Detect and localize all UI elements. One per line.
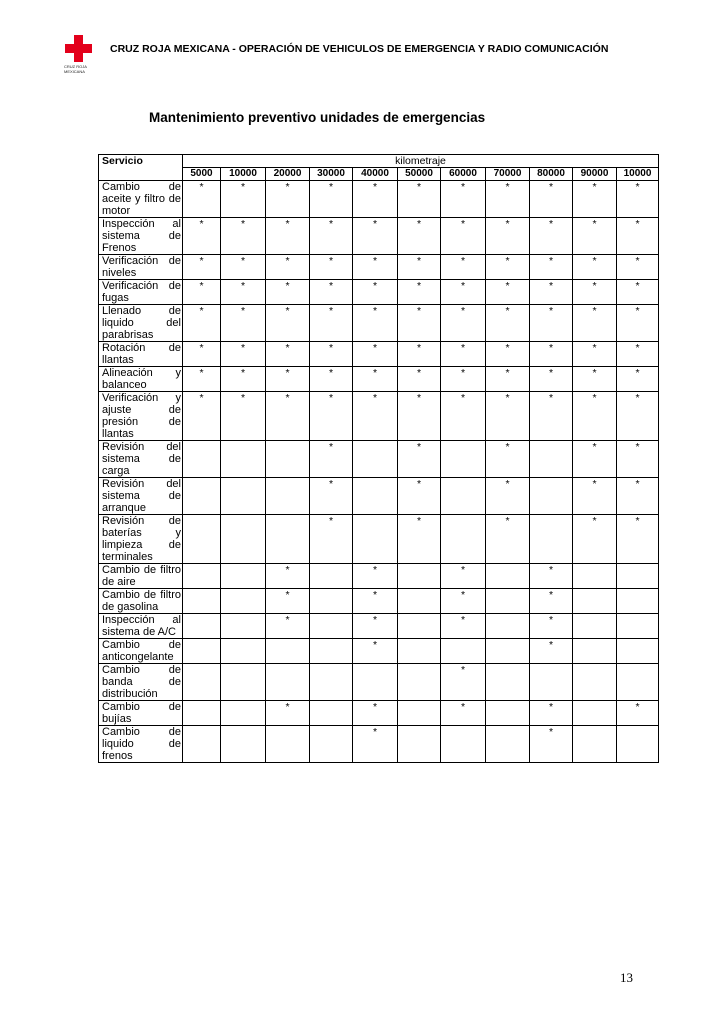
schedule-mark: * <box>441 255 486 280</box>
schedule-mark <box>573 614 617 639</box>
schedule-mark: * <box>221 181 266 218</box>
schedule-mark <box>441 726 486 763</box>
schedule-mark: * <box>183 255 221 280</box>
schedule-mark: * <box>353 181 398 218</box>
schedule-mark <box>310 564 353 589</box>
schedule-mark: * <box>310 478 353 515</box>
schedule-mark: * <box>441 589 486 614</box>
schedule-mark: * <box>310 305 353 342</box>
schedule-mark: * <box>530 305 573 342</box>
schedule-mark <box>530 664 573 701</box>
table-row <box>99 726 659 763</box>
schedule-mark: * <box>617 515 659 564</box>
table-row <box>99 367 659 392</box>
schedule-mark: * <box>530 367 573 392</box>
km-column-label: 70000 <box>486 168 530 181</box>
service-name: Inspección al sistema de Frenos <box>99 218 183 255</box>
table-row <box>99 342 659 367</box>
schedule-mark: * <box>573 515 617 564</box>
table-row <box>99 515 659 564</box>
schedule-mark <box>266 639 310 664</box>
service-name: Revisión de baterías y limpieza de terminales <box>99 515 183 564</box>
schedule-mark <box>486 564 530 589</box>
schedule-mark <box>441 639 486 664</box>
page-number: 13 <box>620 970 633 985</box>
schedule-mark: * <box>486 305 530 342</box>
schedule-mark: * <box>221 367 266 392</box>
schedule-mark <box>573 726 617 763</box>
service-column-header: Servicio <box>99 155 183 181</box>
schedule-mark <box>573 564 617 589</box>
service-name: Cambio de bujías <box>99 701 183 726</box>
schedule-mark: * <box>573 392 617 441</box>
service-name: Revisión del sistema de arranque <box>99 478 183 515</box>
schedule-mark: * <box>310 255 353 280</box>
schedule-mark <box>183 726 221 763</box>
km-column-label: 80000 <box>530 168 573 181</box>
schedule-mark: * <box>353 614 398 639</box>
schedule-mark: * <box>183 305 221 342</box>
table-row <box>99 478 659 515</box>
schedule-mark <box>441 478 486 515</box>
schedule-mark: * <box>398 255 441 280</box>
schedule-mark: * <box>617 478 659 515</box>
schedule-mark: * <box>398 441 441 478</box>
km-column-label: 20000 <box>266 168 310 181</box>
schedule-mark <box>617 664 659 701</box>
schedule-mark: * <box>266 564 310 589</box>
schedule-mark: * <box>486 342 530 367</box>
service-name: Alineación y balanceo <box>99 367 183 392</box>
schedule-mark: * <box>183 280 221 305</box>
schedule-mark: * <box>266 342 310 367</box>
schedule-mark: * <box>530 564 573 589</box>
schedule-mark: * <box>266 701 310 726</box>
schedule-mark: * <box>530 218 573 255</box>
maintenance-table <box>98 154 659 763</box>
schedule-mark: * <box>353 255 398 280</box>
schedule-mark: * <box>353 639 398 664</box>
schedule-mark <box>486 664 530 701</box>
schedule-mark: * <box>266 589 310 614</box>
schedule-mark <box>398 726 441 763</box>
table-row <box>99 181 659 218</box>
service-name: Verificación de niveles <box>99 255 183 280</box>
schedule-mark: * <box>353 305 398 342</box>
cruz-roja-logo <box>64 35 96 75</box>
schedule-mark <box>183 664 221 701</box>
schedule-mark <box>266 726 310 763</box>
km-column-header: kilometraje <box>183 155 659 168</box>
service-name: Cambio de anticongelante <box>99 639 183 664</box>
schedule-mark <box>266 664 310 701</box>
schedule-mark: * <box>530 726 573 763</box>
schedule-mark: * <box>310 441 353 478</box>
schedule-mark: * <box>398 305 441 342</box>
schedule-mark <box>183 478 221 515</box>
schedule-mark <box>310 614 353 639</box>
schedule-mark: * <box>266 181 310 218</box>
logo-text: CRUZ ROJA MEXICANA <box>64 64 87 74</box>
schedule-mark: * <box>183 181 221 218</box>
service-name: Revisión del sistema de carga <box>99 441 183 478</box>
schedule-mark: * <box>486 280 530 305</box>
table-row <box>99 441 659 478</box>
schedule-mark <box>183 701 221 726</box>
schedule-mark: * <box>617 701 659 726</box>
schedule-mark: * <box>617 218 659 255</box>
km-values-row <box>99 168 659 181</box>
schedule-mark <box>398 589 441 614</box>
schedule-mark: * <box>266 255 310 280</box>
schedule-mark: * <box>310 392 353 441</box>
schedule-mark <box>353 664 398 701</box>
schedule-mark <box>183 441 221 478</box>
service-name: Verificación y ajuste de presión de llantas <box>99 392 183 441</box>
table-row <box>99 392 659 441</box>
schedule-mark: * <box>221 255 266 280</box>
schedule-mark: * <box>441 614 486 639</box>
schedule-mark <box>486 639 530 664</box>
service-name: Cambio de aceite y filtro de motor <box>99 181 183 218</box>
schedule-mark: * <box>441 218 486 255</box>
km-column-label: 5000 <box>183 168 221 181</box>
schedule-mark <box>221 478 266 515</box>
schedule-mark: * <box>183 218 221 255</box>
service-name: Llenado de liquido del parabrisas <box>99 305 183 342</box>
schedule-mark: * <box>530 181 573 218</box>
table-row <box>99 280 659 305</box>
schedule-mark: * <box>441 342 486 367</box>
schedule-mark <box>617 726 659 763</box>
schedule-mark: * <box>573 342 617 367</box>
schedule-mark <box>617 614 659 639</box>
km-column-label: 90000 <box>573 168 617 181</box>
schedule-mark: * <box>353 392 398 441</box>
schedule-mark: * <box>441 564 486 589</box>
km-column-label: 40000 <box>353 168 398 181</box>
schedule-mark <box>221 515 266 564</box>
schedule-mark: * <box>310 218 353 255</box>
schedule-mark: * <box>398 515 441 564</box>
schedule-mark <box>183 589 221 614</box>
schedule-mark: * <box>573 441 617 478</box>
schedule-mark <box>353 515 398 564</box>
schedule-mark: * <box>441 305 486 342</box>
km-column-label: 10000 <box>617 168 659 181</box>
service-name: Cambio de banda de distribución <box>99 664 183 701</box>
header-title: CRUZ ROJA MEXICANA - OPERACIÓN DE VEHICULOS DE EMERGENCIA Y RADIO COMUNICACIÓN <box>110 43 609 55</box>
schedule-mark: * <box>573 218 617 255</box>
schedule-mark <box>398 664 441 701</box>
schedule-mark <box>221 564 266 589</box>
schedule-mark <box>530 441 573 478</box>
schedule-mark <box>441 441 486 478</box>
km-column-label: 30000 <box>310 168 353 181</box>
schedule-mark: * <box>221 280 266 305</box>
table-row <box>99 564 659 589</box>
table-row <box>99 701 659 726</box>
schedule-mark <box>266 478 310 515</box>
table-row <box>99 664 659 701</box>
schedule-mark: * <box>486 181 530 218</box>
schedule-mark <box>398 564 441 589</box>
schedule-mark: * <box>353 218 398 255</box>
schedule-mark: * <box>266 614 310 639</box>
schedule-mark: * <box>486 441 530 478</box>
schedule-mark: * <box>441 701 486 726</box>
schedule-mark <box>221 664 266 701</box>
schedule-mark: * <box>617 441 659 478</box>
table-row <box>99 589 659 614</box>
schedule-mark: * <box>486 218 530 255</box>
schedule-mark <box>617 589 659 614</box>
schedule-mark: * <box>530 342 573 367</box>
schedule-mark: * <box>266 305 310 342</box>
schedule-mark: * <box>530 589 573 614</box>
schedule-mark <box>441 515 486 564</box>
schedule-mark <box>266 441 310 478</box>
schedule-mark <box>573 701 617 726</box>
schedule-mark <box>310 589 353 614</box>
schedule-mark: * <box>310 367 353 392</box>
schedule-mark: * <box>310 181 353 218</box>
schedule-mark <box>221 589 266 614</box>
service-name: Cambio de filtro de aire <box>99 564 183 589</box>
schedule-mark: * <box>266 280 310 305</box>
schedule-mark: * <box>221 342 266 367</box>
schedule-mark <box>310 726 353 763</box>
schedule-mark: * <box>398 342 441 367</box>
schedule-mark: * <box>617 255 659 280</box>
schedule-mark: * <box>353 367 398 392</box>
schedule-mark: * <box>617 305 659 342</box>
schedule-mark <box>310 639 353 664</box>
schedule-mark: * <box>310 515 353 564</box>
schedule-mark: * <box>221 218 266 255</box>
schedule-mark <box>221 614 266 639</box>
schedule-mark: * <box>530 614 573 639</box>
schedule-mark: * <box>617 181 659 218</box>
schedule-mark: * <box>398 392 441 441</box>
schedule-mark <box>353 441 398 478</box>
schedule-mark: * <box>441 280 486 305</box>
schedule-mark: * <box>530 255 573 280</box>
service-name: Verificación de fugas <box>99 280 183 305</box>
schedule-mark: * <box>530 392 573 441</box>
table-row <box>99 639 659 664</box>
schedule-mark: * <box>221 305 266 342</box>
schedule-mark <box>221 701 266 726</box>
km-column-label: 50000 <box>398 168 441 181</box>
schedule-mark <box>183 515 221 564</box>
schedule-mark <box>183 639 221 664</box>
schedule-mark <box>266 515 310 564</box>
document-title: Mantenimiento preventivo unidades de emergencias <box>149 110 486 125</box>
schedule-mark <box>530 478 573 515</box>
schedule-mark <box>486 701 530 726</box>
schedule-mark: * <box>441 664 486 701</box>
schedule-mark: * <box>573 181 617 218</box>
table-row <box>99 255 659 280</box>
schedule-mark <box>221 639 266 664</box>
schedule-mark: * <box>573 255 617 280</box>
schedule-mark: * <box>353 701 398 726</box>
schedule-mark: * <box>617 392 659 441</box>
schedule-mark: * <box>310 280 353 305</box>
schedule-mark <box>221 441 266 478</box>
schedule-mark: * <box>573 478 617 515</box>
schedule-mark <box>486 589 530 614</box>
schedule-mark <box>221 726 266 763</box>
schedule-mark: * <box>486 392 530 441</box>
schedule-mark: * <box>573 367 617 392</box>
schedule-mark <box>353 478 398 515</box>
schedule-mark: * <box>398 280 441 305</box>
schedule-mark: * <box>353 589 398 614</box>
service-name: Inspección al sistema de A/C <box>99 614 183 639</box>
schedule-mark: * <box>221 392 266 441</box>
schedule-mark <box>573 589 617 614</box>
schedule-mark: * <box>573 305 617 342</box>
table-row <box>99 614 659 639</box>
schedule-mark: * <box>398 218 441 255</box>
schedule-mark: * <box>353 280 398 305</box>
schedule-mark <box>530 515 573 564</box>
schedule-mark: * <box>353 726 398 763</box>
schedule-mark: * <box>441 367 486 392</box>
schedule-mark <box>183 614 221 639</box>
table-row <box>99 305 659 342</box>
schedule-mark <box>617 564 659 589</box>
schedule-mark: * <box>398 367 441 392</box>
schedule-mark: * <box>398 181 441 218</box>
schedule-mark: * <box>266 367 310 392</box>
schedule-mark: * <box>266 218 310 255</box>
schedule-mark: * <box>486 367 530 392</box>
schedule-mark <box>310 701 353 726</box>
schedule-mark: * <box>530 280 573 305</box>
schedule-mark: * <box>617 367 659 392</box>
table-header-row <box>99 155 659 168</box>
schedule-mark: * <box>573 280 617 305</box>
schedule-mark: * <box>441 392 486 441</box>
service-name: Cambio de liquido de frenos <box>99 726 183 763</box>
schedule-mark <box>486 614 530 639</box>
schedule-mark: * <box>617 280 659 305</box>
schedule-mark <box>573 664 617 701</box>
schedule-mark: * <box>530 701 573 726</box>
km-column-label: 60000 <box>441 168 486 181</box>
schedule-mark <box>573 639 617 664</box>
schedule-mark <box>183 564 221 589</box>
schedule-mark: * <box>486 255 530 280</box>
schedule-mark: * <box>183 342 221 367</box>
schedule-mark: * <box>183 367 221 392</box>
schedule-mark: * <box>353 342 398 367</box>
schedule-mark <box>398 701 441 726</box>
schedule-mark: * <box>441 181 486 218</box>
km-column-label: 10000 <box>221 168 266 181</box>
schedule-mark: * <box>486 478 530 515</box>
schedule-mark: * <box>530 639 573 664</box>
table-row <box>99 218 659 255</box>
schedule-mark: * <box>310 342 353 367</box>
schedule-mark <box>398 639 441 664</box>
schedule-mark: * <box>183 392 221 441</box>
schedule-mark: * <box>617 342 659 367</box>
schedule-mark: * <box>486 515 530 564</box>
red-cross-icon-bar <box>65 44 92 53</box>
schedule-mark: * <box>353 564 398 589</box>
schedule-mark <box>617 639 659 664</box>
schedule-mark <box>486 726 530 763</box>
schedule-mark <box>310 664 353 701</box>
service-name: Cambio de filtro de gasolina <box>99 589 183 614</box>
schedule-mark: * <box>398 478 441 515</box>
schedule-mark: * <box>266 392 310 441</box>
service-name: Rotación de llantas <box>99 342 183 367</box>
schedule-mark <box>398 614 441 639</box>
